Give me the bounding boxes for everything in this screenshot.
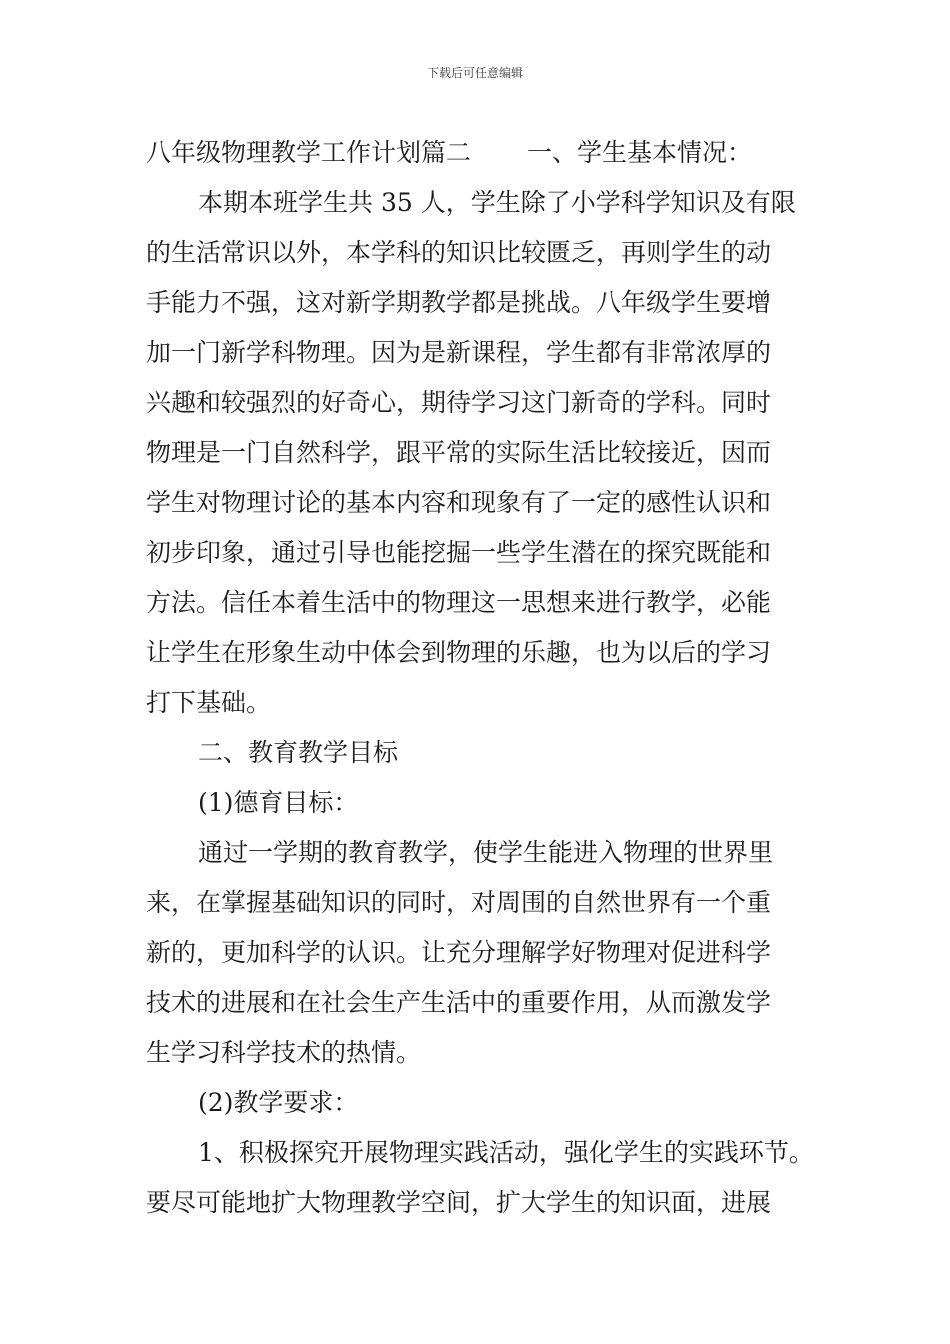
paragraph-line: 学生对物理讨论的基本内容和现象有了一定的感性认识和 bbox=[146, 488, 772, 517]
paragraph-line: 让学生在形象生动中体会到物理的乐趣，也为以后的学习 bbox=[146, 638, 772, 667]
paragraph-line: 1、积极探究开展物理实践活动，强化学生的实践环节。 bbox=[198, 1138, 814, 1167]
paragraph-line: 方法。信任本着生活中的物理这一思想来进行教学，必能 bbox=[146, 588, 772, 617]
subsection-heading-moral: (1)德育目标： bbox=[198, 788, 359, 817]
section-heading-1: 一、学生基本情况： bbox=[527, 138, 753, 167]
paragraph-line: 本期本班学生共 35 人，学生除了小学科学知识及有限 bbox=[198, 188, 796, 217]
paragraph-line: 手能力不强，这对新学期教学都是挑战。八年级学生要增 bbox=[146, 288, 772, 317]
document-title: 八年级物理教学工作计划篇二 bbox=[146, 138, 472, 167]
paragraph-line: 新的，更加科学的认识。让充分理解学好物理对促进科学 bbox=[146, 938, 772, 967]
paragraph-line: 兴趣和较强烈的好奇心，期待学习这门新奇的学科。同时 bbox=[146, 388, 772, 417]
document-body bbox=[146, 134, 846, 1234]
page-header-note: 下载后可任意编辑 bbox=[426, 66, 523, 80]
paragraph-line: 通过一学期的教育教学，使学生能进入物理的世界里 bbox=[198, 838, 774, 867]
paragraph-line: 的生活常识以外，本学科的知识比较匮乏，再则学生的动 bbox=[146, 238, 772, 267]
paragraph-line: 加一门新学科物理。因为是新课程，学生都有非常浓厚的 bbox=[146, 338, 772, 367]
paragraph-line: 初步印象，通过引导也能挖掘一些学生潜在的探究既能和 bbox=[146, 538, 772, 567]
section-heading-2: 二、教育教学目标 bbox=[198, 738, 399, 767]
document-title-line bbox=[146, 134, 846, 172]
paragraph-line: 要尽可能地扩大物理教学空间，扩大学生的知识面，进展 bbox=[146, 1188, 772, 1217]
paragraph-line: 物理是一门自然科学，跟平常的实际生活比较接近，因而 bbox=[146, 438, 772, 467]
paragraph-line: 生学习科学技术的热情。 bbox=[146, 1038, 422, 1067]
subsection-heading-teaching: (2)教学要求： bbox=[198, 1088, 359, 1117]
paragraph-line: 来，在掌握基础知识的同时，对周围的自然世界有一个重 bbox=[146, 888, 772, 917]
paragraph-line: 打下基础。 bbox=[146, 688, 272, 717]
paragraph-line: 技术的进展和在社会生产生活中的重要作用，从而激发学 bbox=[146, 988, 772, 1017]
